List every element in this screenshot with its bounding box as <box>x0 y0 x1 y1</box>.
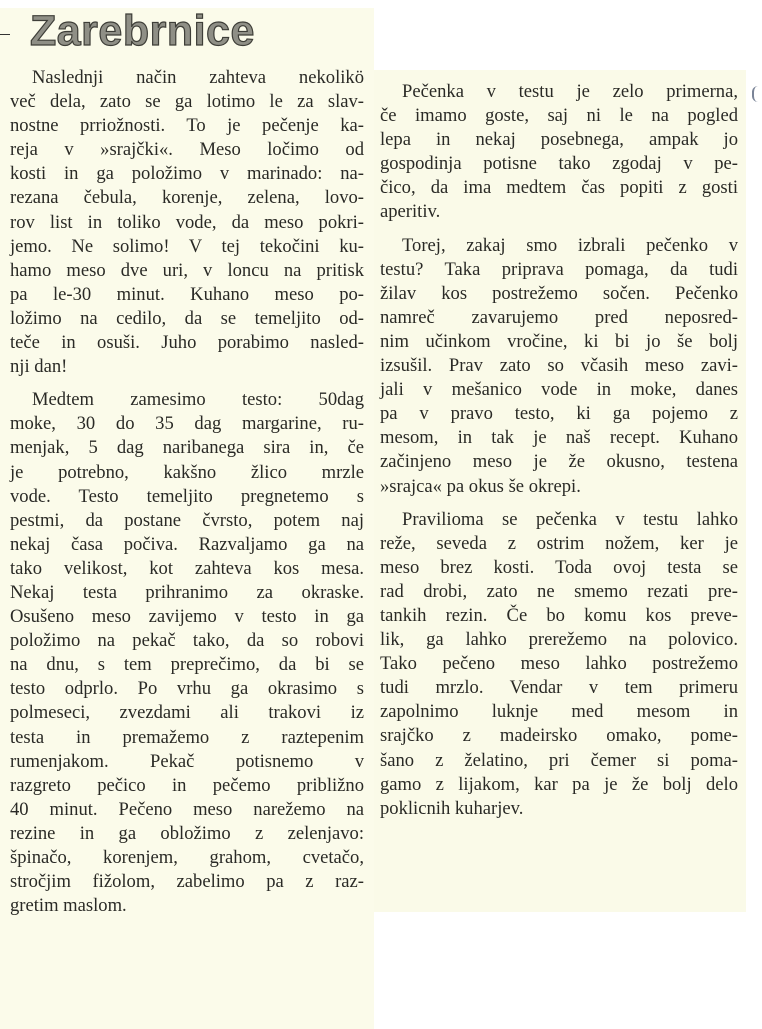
text-line: gretim maslom. <box>10 895 127 917</box>
text-line: tankih rezin. Če bo komu kos preve- <box>380 604 738 626</box>
text-line: je potrebno, kakšno žlico mrzle <box>10 461 364 483</box>
text-line: lik, ga lahko prerežemo na polovico. <box>380 629 738 651</box>
text-line: gospodinja potisne tako zgodaj v pe- <box>380 153 738 175</box>
text-line: pa le-30 minut. Kuhano meso po- <box>10 283 364 305</box>
paragraph <box>10 388 364 918</box>
text-line: Tako pečeno meso lahko postrežemo <box>380 653 738 675</box>
paragraph <box>380 234 738 499</box>
text-line: tako velikost, kot zahteva kos mesa. <box>10 557 364 579</box>
text-line: stročjim fižolom, zabelimo pa z raz- <box>10 871 364 893</box>
text-line: ložimo na cedilo, da se temeljito od- <box>10 307 364 329</box>
text-line: na dnu, s tem preprečimo, da bi se <box>10 654 364 676</box>
paragraph <box>380 508 738 821</box>
text-line: polmeseci, zvezdami ali trakovi iz <box>10 702 364 724</box>
margin-mark <box>752 86 759 102</box>
text-line: reže, seveda z ostrim nožem, ker je <box>380 532 738 554</box>
text-line: poklicnih kuharjev. <box>380 797 524 819</box>
text-line: moke, 30 do 35 dag margarine, ru- <box>10 413 364 435</box>
text-line: rezana čebula, korenje, zelena, lovo- <box>10 187 364 209</box>
text-line: žilav kos postrežemo sočen. Pečenko <box>380 282 738 304</box>
text-line: nji dan! <box>10 356 68 378</box>
text-line: testo odprlo. Po vrhu ga okrasimo s <box>10 678 364 700</box>
text-line: namreč zavarujemo pred neposred- <box>380 306 738 328</box>
text-line: hamo meso dve uri, v loncu na pritisk <box>10 259 364 281</box>
text-line: reja v »srajčki«. Meso ločimo od <box>10 139 364 161</box>
text-line: meso brez kosti. Toda ovoj testa se <box>380 556 738 578</box>
text-line: »srajca« pa okus še okrepi. <box>380 475 581 497</box>
text-line: Pečenka v testu je zelo primerna, <box>402 81 738 102</box>
text-line: razgreto pečico in pečemo približno <box>10 774 364 796</box>
paragraph <box>380 80 738 225</box>
text-line: pestmi, da postane čvrsto, potem naj <box>10 509 364 531</box>
text-line: Osušeno meso zavijemo v testo in ga <box>10 606 364 628</box>
text-line: Naslednji način zahteva nekolikö <box>32 67 364 88</box>
text-line: gamo z lijakom, kar pa je že bolj delo <box>380 773 738 795</box>
text-line: kosti in ga položimo v marinado: na- <box>10 163 364 185</box>
text-line: vode. Testo temeljito pregnetemo s <box>10 485 364 507</box>
right-column <box>380 80 738 821</box>
text-line: začinjeno meso je že okusno, testena <box>380 451 738 473</box>
text-line: nostne prriožnosti. To je pečenje ka- <box>10 115 364 137</box>
text-line: položimo na pekač tako, da so robovi <box>10 630 364 652</box>
text-line: nim učinkom vročine, ki bi jo še bolj <box>380 330 738 352</box>
article-title: Zarebrnice <box>30 7 255 55</box>
text-line: če imamo goste, saj ni le na pogled <box>380 105 738 127</box>
text-line: čico, da ima medtem čas popiti z gosti <box>380 177 738 199</box>
text-line: jali v mešanico vode in moke, danes <box>380 379 738 401</box>
text-line: rezine in ga obložimo z zelenjavo: <box>10 822 364 844</box>
text-line: mesom, in tak je naš recept. Kuhano <box>380 427 738 449</box>
text-line: srajčko z madeirsko omako, pome- <box>380 725 738 747</box>
text-line: testa in premažemo z raztepenim <box>10 726 364 748</box>
text-line: aperitiv. <box>380 201 441 223</box>
text-line: pa v pravo testo, ki ga pojemo z <box>380 403 738 425</box>
text-line: Medtem zamesimo testo: 50dag <box>32 389 364 411</box>
paragraph <box>10 66 364 379</box>
left-column <box>10 66 364 918</box>
text-line: 40 minut. Pečeno meso narežemo na <box>10 798 364 820</box>
text-line: nekaj časa počiva. Razvaljamo ga na <box>10 533 364 555</box>
text-line: Torej, zakaj smo izbrali pečenko v <box>402 234 738 256</box>
text-line: špinačo, korenjem, grahom, cvetačo, <box>10 847 364 868</box>
text-line: zapolnimo luknje med mesom in <box>380 701 738 723</box>
text-line: menjak, 5 dag naribanega sira in, če <box>10 437 364 459</box>
text-line: teče in osuši. Juho porabimo nasled- <box>10 332 364 354</box>
text-line: rov list in toliko vode, da meso pokri- <box>10 211 364 233</box>
text-line: več dela, zato se ga lotimo le za slav- <box>10 91 364 113</box>
text-line: jemo. Ne solimo! V tej tekočini ku- <box>10 235 364 257</box>
scan-mark <box>0 34 10 35</box>
text-line: Pravilioma se pečenka v testu lahko <box>402 508 738 530</box>
text-line: rad drobi, zato ne smemo rezati pre- <box>380 580 738 602</box>
text-line: testu? Taka priprava pomaga, da tudi <box>380 258 738 280</box>
text-line: lepa in nekaj posebnega, ampak jo <box>380 129 738 151</box>
text-line: tudi mrzlo. Vendar v tem primeru <box>380 677 738 699</box>
text-line: Nekaj testa prihranimo za okraske. <box>10 581 364 603</box>
text-line: rumenjakom. Pekač potisnemo v <box>10 750 364 772</box>
text-line: šano z želatino, pri čemer si poma- <box>380 749 738 771</box>
text-line: izsušil. Prav zato so včasih meso zavi- <box>380 355 738 377</box>
